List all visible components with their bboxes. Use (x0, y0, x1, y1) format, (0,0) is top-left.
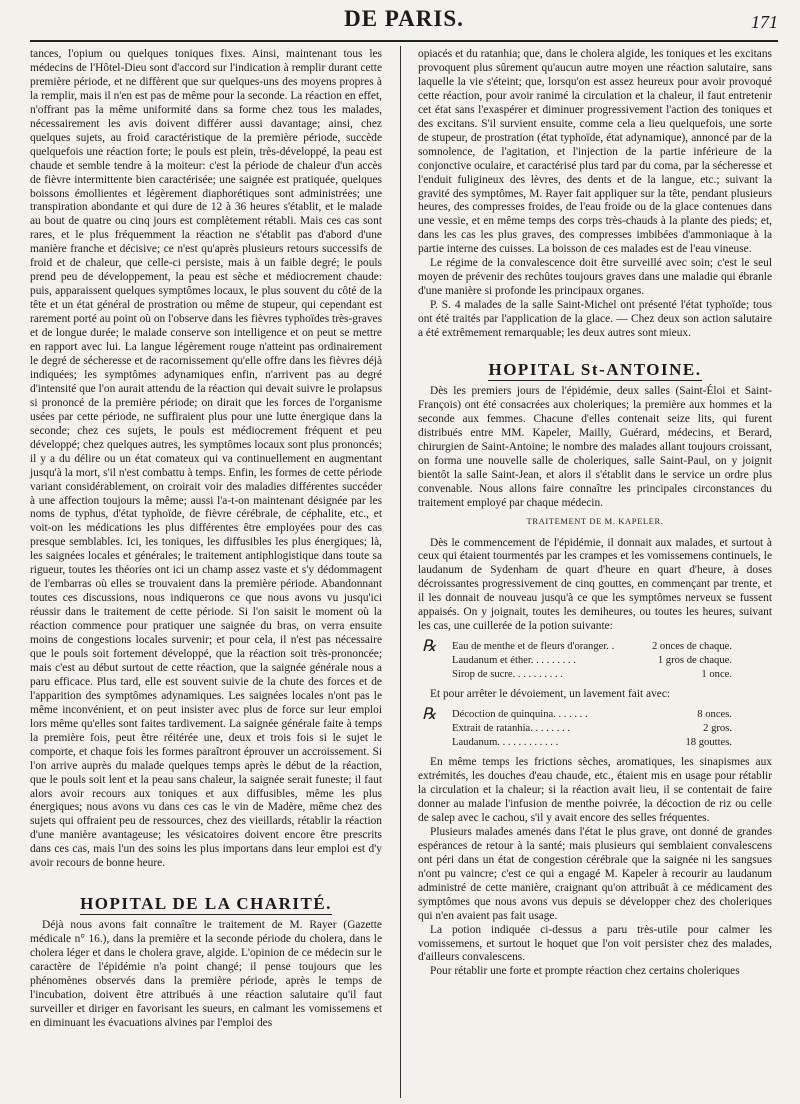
header-rule (30, 40, 778, 42)
spacer (418, 341, 772, 353)
dose: 8 onces. (697, 709, 732, 721)
body-paragraph: Dès le commencement de l'épidémie, il donnait aux malades, et surtout à ceux qui étaient tourmentés par les crampes et les vomissemens continuels, le laudanum de Sydenham de quart d'heure en quart d'heure, à doses décroissantes progressivement de cinq gouttes, en commençant par trente, et il les donnait de nouveau jusqu'à ce que les symptômes nerveux se fussent appaisés. On y joignait, toutes les demiheures, ou toutes les heures, suivant les cas, une cuillerée de la potion suivante: (418, 536, 772, 633)
ingredient: Sirop de sucre. . . . . . . . . . (452, 669, 563, 681)
body-paragraph: Le régime de la convalescence doit être surveillé avec soin; c'est le seul moyen de prévenir des rechûtes toujours graves dans une maladie qui ébranle d'une manière si profonde les principaux organes. (418, 257, 772, 298)
recipe-symbol: ℞ (422, 706, 437, 724)
body-paragraph: Déjà nous avons fait connaître le traitement de M. Rayer (Gazette médicale n° 16.), dans la première et la seconde période du cholera, dans le cholera léger et dans le cholera grave, algide. L'opinion de ce médecin sur le caractère de l'épidémie n'a point changé; il pense toujours que les phénomènes observés dans la première période, après le temps de l'incubation, doivent être attribués à une réaction salutaire qu'il faut surveiller et diriger en favorisant les sueurs, en calmant les vomissemens et en diminuant les évacuations alvines par l'emploi des (30, 919, 382, 1029)
ingredient: Eau de menthe et de fleurs d'oranger. . (452, 641, 615, 653)
prescription-line (452, 722, 772, 736)
prescription-potion (422, 640, 772, 682)
body-paragraph: P. S. 4 malades de la salle Saint-Michel ont présenté l'état typhoïde; tous ont été traités par l'application de la glace. — Chez deux son action salutaire a été extrêmement remarquable; les deux autres sont mieux. (418, 299, 772, 340)
section-title-charite (30, 894, 382, 914)
prescription-line (452, 668, 772, 682)
recipe-symbol: ℞ (422, 638, 437, 656)
prescription-lines (452, 708, 772, 750)
dose: 18 gouttes. (685, 737, 732, 749)
body-paragraph: La potion indiquée ci-dessus a paru très-utile pour calmer les vomissemens, et surtout le hoquet que l'on voit persister chez des malades, d'ailleurs convalescens. (418, 923, 772, 964)
prescription-line (452, 736, 772, 750)
prescription-line (452, 708, 772, 722)
prescription-line (452, 640, 772, 654)
dose: 2 onces de chaque. (651, 641, 732, 653)
prescription-lines (452, 640, 772, 682)
body-paragraph: opiacés et du ratanhia; que, dans le cholera algide, les toniques et les excitans provoquent plus sûrement qu'aucun autre moyen une réaction salutaire, sans laquelle la vie s'éteint; que, lorsqu'on est assez heureux pour avoir provoqué cette réaction, pour avoir ranimé la circulation et la chaleur, il faut entretenir cet état sans l'exaspérer et diminuer progressivement l'action des toniques et des excitans. S'il survient ensuite, comme cela a lieu quelquefois, une sorte de stupeur, de prostration (état typhoïde, état adynamique), annoncé par de la somnolence, de l'agitation, et l'injection de la partie inférieure de la conjonctive oculaire, et caractérisé plus tard par du coma, par la sécheresse et l'enduit fuligineux des lèvres, des dents et de la langue, etc.; suivant la gravité des symptômes, M. Rayer fait appliquer sur la tête, pendant plusieurs heures, des compresses froides, de l'eau froide ou de la glace contenues dans une vessie, et en même temps des corps très-chauds à la plante des pieds; et, dans les cas les plus graves, des compresses imbibées d'ammoniaque à la partie interne des cuisses. La boisson de ces malades est de l'eau vineuse. (418, 48, 772, 256)
prescription-line (452, 654, 772, 668)
right-column (418, 48, 772, 979)
dose: 1 gros de chaque. (657, 655, 732, 667)
ingredient: Laudanum. . . . . . . . . . . . (452, 737, 559, 749)
prescription-lavement (422, 708, 772, 750)
body-paragraph: Dès les premiers jours de l'épidémie, deux salles (Saint-Éloi et Saint-François) ont été consacrées aux choleriques; la première aux hommes et la seconde aux femmes. Chacune d'elles contenait seize lits, qui furent distribués entre MM. Kapeler, Mailly, Guérard, médecins, et Berard, chirurgien de Saint-Antoine; le nombre des malades allant toujours croissant, on forma une nouvelle salle de choleriques, salle Saint-Paul, on y joignit bientôt la salle Saint-Jean, et alors il s'établit dans le service un ordre plus convenable. Nous allons faire connaître les principales circonstances du traitement employé par chaque médecin. (418, 384, 772, 509)
body-paragraph: tances, l'opium ou quelques toniques fixes. Ainsi, maintenant tous les médecins de l'Hôtel-Dieu sont d'accord sur l'indication à remplir durant cette première période, et ne diffèrent que sur quelques-uns des moyens propres à la remplir, mais il n'en est pas de même pour la seconde. La réaction en effet, n'offrant pas la même uniformité dans sa forme chez tous les malades, nécessairement les avis doivent différer aussi davantage; ainsi, chez quelques sujets, au froid caractéristique de la première période, succède quelquefois une réaction forte; le pouls est plein, très-développé, la peau est chaude et semble tendre à la moiteur: c'est la période de chaleur d'un accès de fièvre intermittente bien caractérisée; une saignée est pratiquée, quelques boissons émollientes et légèrement diaphorétiques sont administrées; une transpiration abondante et qui dure de 12 à 36 heures s'établit, et le malade au bout de quatre ou cinq jours est complètement rétabli. Mais ces cas sont rares, et le plus fréquemment la réaction ne s'établit pas d'abord d'une manière franche et décisive; ce n'est qu'après plusieurs retours successifs de froid et de chaleur, que celle-ci persiste, mais à un faible degré; le pouls prend peu de développement, la peau est sèche et médiocrement chaude: puis, apparaissent quelques symptômes locaux, le plus souvent du côté de la tête et un état général de prostration ou même de stupeur, qui cependant est rarement porté au point où on l'observe dans les fièvres typhoïdes très-graves et de longue durée; le malade conserve son intelligence et on peut se mettre en rapport avec lui. La langue légèrement rouge n'atteint pas ordinairement le degré de sécheresse et de racornissement qu'elle offre dans les fièvres déjà indiquées; les symptômes adynamiques enfin, n'arrivent pas au degré d'intensité que l'on aurait attendu de la réaction qui devait suivre le prolapsus si prononcé de la première période; on dirait que les forces de l'organisme usées par cette période, ne suffiraient plus pour une lutte énergique dans la seconde; chez ces sujets, le pouls est médiocrement fréquent et peu développé; chez quelques autres, les symptômes locaux sont plus prononcés; il y a du délire ou un état comateux qui va continuellement en augmentant jusqu'à la mort, s'il n'est combattu à temps. Enfin, les formes de cette période variant considérablement, on croirait voir des maladies différentes succéder à une affection toujours la même; aussi l'a-t-on maintenant désignée par les noms de typhus, d'état typhoïde, de fièvre cérébrale, de céphalite, etc., et voit-on les médications les plus différentes être employées pour des cas presque semblables. Ici, les toniques, les diffusibles les plus énergiques; là, les saignées locales et générales; le traitement antiphlogistique dans toute sa rigueur, toutes les théories ont ici un champ assez vaste et s'y dédommagent de l'embarras où elles se trouvaient dans la première période. Abandonnant toutes ces discussions, nous indiquerons ce que nous avons vu jusqu'ici réussir dans le traitement de cette période. Si l'on saisit le moment où la réaction commence pour pratiquer une saignée du bras, on verra ensuite moins de congestions locales survenir; et pour cela, il n'est pas nécessaire que le pouls soit fortement développé, que la réaction soit très-prononcée; mais c'est au début surtout de cette réaction, que la saignée générale nous a paru efficace. Plus tard, elle est souvent suivie de la chute des forces et de l'apparition des symptômes adynamiques. Les saignées locales n'ont pas le même inconvénient, et on peut insister avec plus de force sur leur emploi lors même qu'elles sont faites tardivement. La saignée générale faite à temps la première fois, peut être réitérée une, deux et trois fois si le sujet le comporte, et chaque fois les formes paraîtront éprouver un accroissement. Si l'on arrive auprès du malade quelques temps après le début de la réaction, que le pouls soit lent et la peau sans chaleur, la saignée serait funeste; il faut alors avoir recours aux toniques et aux diffusibles, même les plus énergiques; nous avons vu dans ces cas le vin de Madère, même chez des sujets qui offraient peu de ressources, chez des vieillards, rétablir la réaction d'une manière avantageuse; les vésicatoires doivent encore être prescrits dans ces cas, mais l'un des soins les plus importans dans leur emploi est d'y avoir recours de bonne heure. (30, 48, 382, 870)
page-header (30, 6, 778, 42)
body-paragraph: Pour rétablir une forte et prompte réaction chez certains choleriques (430, 965, 740, 978)
section-title-text: HOPITAL DE LA CHARITÉ. (80, 894, 332, 914)
subsection-title: TRAITEMENT DE M. KAPELER. (526, 515, 664, 526)
ingredient: Extrait de ratanhia. . . . . . . . (452, 723, 570, 735)
body-paragraph: Plusieurs malades amenés dans l'état le plus grave, ont donné de grandes espérances de retour à la santé; mais plusieurs qui semblaient convalescens ont péri dans un état de congestion cérébrale que la saignée ni les sangsues n'ont pu vaincre; c'est ce qui a engagé M. Kapeler à recourir au laudanum administré de cette manière, craignant qu'on attribuât à ce médicament des symptômes que nous avons vus depuis se développer chez des choleriques qui n'en avaient pas fait usage. (418, 825, 772, 922)
body-paragraph: Et pour arrêter le dévoiement, un lavement fait avec: (430, 688, 671, 701)
dose: 2 gros. (703, 723, 732, 735)
left-column (30, 48, 382, 1031)
ingredient: Décoction de quinquina. . . . . . . (452, 709, 588, 721)
section-title-st-antoine (418, 360, 772, 380)
ingredient: Laudanum et éther. . . . . . . . . (452, 655, 576, 667)
column-divider (400, 46, 401, 1098)
page-number: 171 (751, 12, 778, 32)
dose: 1 once. (701, 669, 732, 681)
section-title-text: HOPITAL St-ANTOINE. (488, 360, 702, 380)
body-paragraph: En même temps les frictions sèches, aromatiques, les sinapismes aux extrémités, les douches d'eau chaude, etc., étaient mis en usage pour rétablir la circulation et la chaleur; si la réaction avait lieu, il se contentait de faire donner au malade l'infusion de menthe poivrée, la décoction de riz ou celle de salep avec le cachou, s'il y avait encore des selles fréquentes. (418, 756, 772, 824)
running-title: DE PARIS. (344, 6, 464, 31)
